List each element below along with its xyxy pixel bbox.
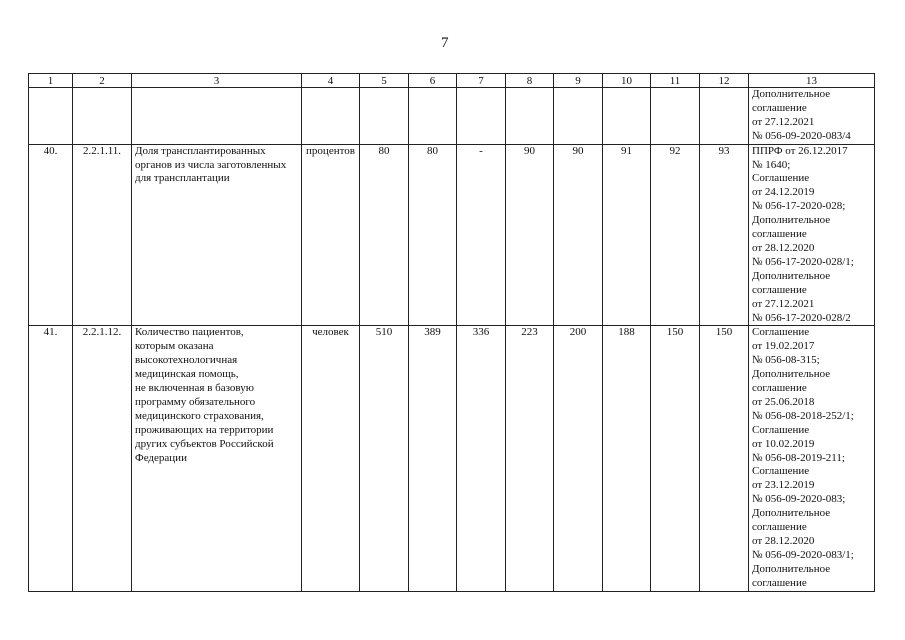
text-line: Количество пациентов, xyxy=(135,326,244,339)
text-line: Федерации xyxy=(135,451,187,464)
table-row xyxy=(29,326,875,591)
text-line: соглашение xyxy=(752,228,807,241)
text-line: соглашение xyxy=(752,576,807,589)
text-line: от 27.12.2021 xyxy=(752,115,815,128)
text-line: от 28.12.2020 xyxy=(752,535,815,547)
text-line: проживающих на территории xyxy=(135,423,274,436)
text-line: Дополнительное xyxy=(752,562,831,575)
text-line: от 24.12.2019 xyxy=(752,186,815,199)
text-line: от 27.12.2021 xyxy=(752,297,815,310)
value-col-6: 389 xyxy=(409,326,457,591)
legal-basis xyxy=(749,144,875,326)
text-line: соглашение xyxy=(752,283,807,296)
value-col-12: 93 xyxy=(700,144,749,326)
value-col-8: 90 xyxy=(506,144,554,326)
text-line: соглашение xyxy=(752,382,807,395)
column-header: 2 xyxy=(73,74,132,88)
text-line: от 25.06.2018 xyxy=(752,395,815,408)
row-number: 40. xyxy=(29,144,73,326)
text-line: высокотехнологичная xyxy=(135,354,238,367)
indicator-code xyxy=(73,88,132,145)
value-col-8 xyxy=(506,88,554,145)
column-header: 8 xyxy=(506,74,554,88)
text-line: Дополнительное xyxy=(752,368,831,381)
text-line: Дополнительное xyxy=(752,507,831,520)
legal-basis xyxy=(749,326,875,591)
row-number xyxy=(29,88,73,145)
value-col-10 xyxy=(603,88,651,145)
text-line: ППРФ от 26.12.2017 xyxy=(752,144,848,157)
text-line: № 056-08-2018-252/1; xyxy=(752,409,854,422)
text-line: соглашение xyxy=(752,101,807,114)
text-line: Дополнительное xyxy=(752,214,831,227)
value-col-7: 336 xyxy=(457,326,506,591)
column-header: 5 xyxy=(360,74,409,88)
column-header: 12 xyxy=(700,74,749,88)
unit xyxy=(302,88,360,145)
unit: человек xyxy=(302,326,360,591)
page-number: 7 xyxy=(441,35,449,51)
value-col-7 xyxy=(457,88,506,145)
text-line: Соглашение xyxy=(752,326,810,339)
text-line: № 056-09-2020-083/4 xyxy=(752,129,851,142)
indicators-table xyxy=(28,73,875,592)
column-header: 6 xyxy=(409,74,457,88)
value-col-10: 188 xyxy=(603,326,651,591)
column-header: 13 xyxy=(749,74,875,88)
text-line: Соглашение xyxy=(752,172,810,185)
text-line: Доля трансплантированных xyxy=(135,144,266,157)
value-col-11: 92 xyxy=(651,144,700,326)
text-line: № 056-08-315; xyxy=(752,354,820,367)
value-col-5 xyxy=(360,88,409,145)
value-col-6: 80 xyxy=(409,144,457,326)
value-col-9: 90 xyxy=(554,144,603,326)
text-line: № 056-08-2019-211; xyxy=(752,451,845,464)
text-line: органов из числа заготовленных xyxy=(135,158,287,171)
text-line: соглашение xyxy=(752,521,807,534)
column-header: 4 xyxy=(302,74,360,88)
text-line: медицинского страхования, xyxy=(135,409,264,422)
value-col-7: - xyxy=(457,144,506,326)
value-col-11: 150 xyxy=(651,326,700,591)
text-line: от 19.02.2017 xyxy=(752,340,815,353)
table-row xyxy=(29,88,875,145)
table-row xyxy=(29,144,875,326)
text-line: Дополнительное xyxy=(752,88,831,100)
value-col-9: 200 xyxy=(554,326,603,591)
value-col-11 xyxy=(651,88,700,145)
indicator-name xyxy=(132,144,302,326)
text-line: программу обязательного xyxy=(135,395,256,408)
text-line: Соглашение xyxy=(752,465,810,478)
value-col-12 xyxy=(700,88,749,145)
unit: процентов xyxy=(302,144,360,326)
text-line: Соглашение xyxy=(752,423,810,436)
text-line: не включенная в базовую xyxy=(135,382,254,395)
column-header: 1 xyxy=(29,74,73,88)
text-line: № 056-17-2020-028/2 xyxy=(752,311,851,324)
text-line: которым оказана xyxy=(135,340,214,353)
text-line: медицинская помощь, xyxy=(135,368,239,381)
indicator-code: 2.2.1.12. xyxy=(73,326,132,591)
text-line: № 056-17-2020-028/1; xyxy=(752,255,854,268)
value-col-5: 510 xyxy=(360,326,409,591)
text-line: от 10.02.2019 xyxy=(752,437,815,450)
column-header: 10 xyxy=(603,74,651,88)
text-line: № 1640; xyxy=(752,158,791,171)
value-col-12: 150 xyxy=(700,326,749,591)
column-header: 7 xyxy=(457,74,506,88)
text-line: других субъектов Российской xyxy=(135,437,274,450)
text-line: от 28.12.2020 xyxy=(752,241,815,254)
text-line: № 056-17-2020-028; xyxy=(752,200,846,213)
legal-basis xyxy=(749,88,875,145)
indicator-name xyxy=(132,88,302,145)
indicator-code: 2.2.1.11. xyxy=(73,144,132,326)
column-header: 3 xyxy=(132,74,302,88)
text-line: для трансплантации xyxy=(135,172,230,185)
value-col-10: 91 xyxy=(603,144,651,326)
value-col-8: 223 xyxy=(506,326,554,591)
value-col-9 xyxy=(554,88,603,145)
text-line: № 056-09-2020-083; xyxy=(752,493,846,506)
column-number-row xyxy=(29,74,875,88)
text-line: № 056-09-2020-083/1; xyxy=(752,548,854,561)
text-line: от 23.12.2019 xyxy=(752,479,815,492)
value-col-5: 80 xyxy=(360,144,409,326)
value-col-6 xyxy=(409,88,457,145)
indicator-name xyxy=(132,326,302,591)
column-header: 9 xyxy=(554,74,603,88)
text-line: Дополнительное xyxy=(752,269,831,282)
row-number: 41. xyxy=(29,326,73,591)
column-header: 11 xyxy=(651,74,700,88)
